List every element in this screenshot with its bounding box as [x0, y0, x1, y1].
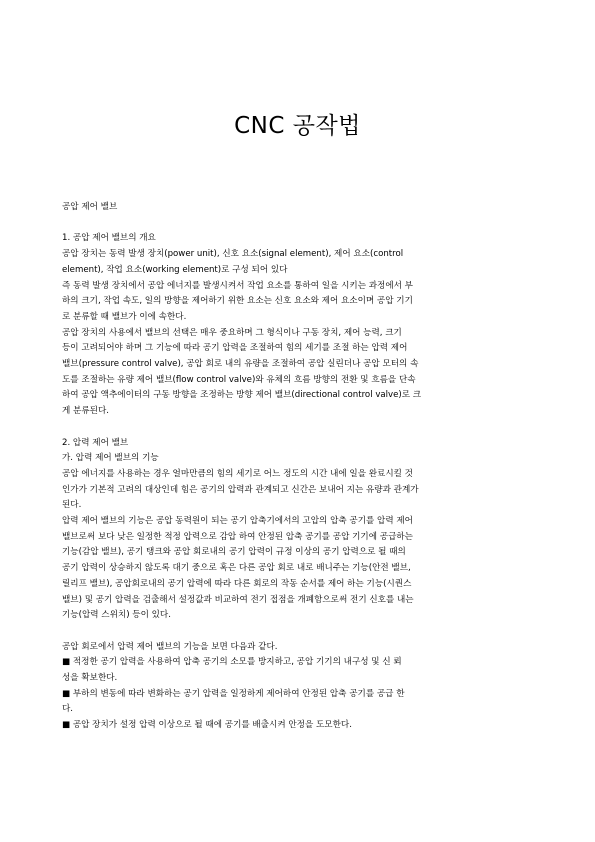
- s2-line: 밸브로써 보다 낮은 일정한 적정 압력으로 감압 하여 안정된 압축 공기를 공압 기기에 공급하는: [62, 531, 413, 542]
- s1-line: 게 분류된다.: [62, 406, 109, 417]
- section-heading: 공압 제어 밸브: [62, 202, 118, 212]
- s1-line: 밸브(pressure control valve), 공압 회로 내의 유량을 조절하여 공압 실린더나 공압 모터의 속: [62, 359, 419, 370]
- blank-line: [62, 216, 524, 232]
- s1-line: 하여 공압 액추에이터의 구동 방향을 조정하는 방향 제어 밸브(directional control valve)로 크: [62, 390, 422, 401]
- s1-line: 등이 고려되어야 하며 그 기능에 따라 공기 압력을 조절하여 힘의 세기를 조절 하는 압력 제어: [62, 343, 408, 354]
- blank-line: [62, 420, 524, 436]
- s2-line: 밸브) 및 공기 압력을 검출해서 설정값과 비교하여 전기 접점을 개폐함으로써 전기 신호를 내는: [62, 594, 414, 605]
- s1-line: 도를 조절하는 유량 제어 밸브(flow control valve)와 유체의 흐름 방향의 전환 및 흐름을 단속: [62, 374, 416, 385]
- s1-line: 즉 동력 발생 장치에서 공압 에너지를 발생시켜서 작업 요소를 통하여 일을 시키는 과정에서 부: [62, 280, 413, 291]
- s2-line: 기능(압력 스위치) 등이 있다.: [62, 610, 171, 621]
- bullet-line: 성을 확보한다.: [62, 673, 118, 684]
- s3-intro: 공압 회로에서 압력 제어 밸브의 기능을 보면 다음과 같다.: [62, 641, 278, 652]
- s1-heading: 1. 공압 제어 밸브의 개요: [62, 233, 156, 244]
- s2-line: 인가가 기본적 고려의 대상인데 힘은 공기의 압력과 관계되고 신간은 보내어 지는 유량과 관계가: [62, 484, 419, 495]
- bullet-line: ■ 적정한 공기 압력을 사용하여 압축 공기의 소모를 방지하고, 공압 기기의 내구성 및 신 뢰: [62, 657, 402, 668]
- s1-line: 공압 장치의 사용에서 밸브의 선택은 매우 중요하며 그 형식이나 구동 장치, 제어 능력, 크기: [62, 327, 402, 338]
- bullet-line: ■ 공압 장치가 설정 압력 이상으로 될 때에 공기를 배출시켜 안정을 도모한다.: [62, 720, 352, 731]
- s2-heading: 2. 압력 제어 밸브: [62, 437, 129, 448]
- s2-line: 압력 제어 밸브의 기능은 공압 동력원이 되는 공기 압축기에서의 고압의 압축 공기를 압력 제어: [62, 516, 413, 527]
- s1-line: 공압 장치는 동력 발생 장치(power unit), 신호 요소(signal element), 제어 요소(control: [62, 249, 404, 260]
- s2-subheading: 가. 압력 제어 밸브의 기능: [62, 453, 159, 464]
- document-title: CNC 공작법: [234, 113, 361, 139]
- document-body: [62, 200, 524, 734]
- s2-line: 공기 압력이 상승하지 않도록 대기 중으로 혹은 다른 공압 회로 내로 배니주는 기능(안전 밸브,: [62, 563, 411, 574]
- s2-line: 기능(감압 밸브), 공기 탱크와 공압 회로내의 공기 압력이 규정 이상의 공기 압력으로 될 때의: [62, 547, 406, 558]
- s2-line: 된다.: [62, 500, 82, 511]
- s2-line: 공압 에너지를 사용하는 경우 얼마만큼의 힘의 세기로 어느 정도의 시간 내에 일을 완료시킬 것: [62, 468, 413, 479]
- s2-line: 릴리프 밸브), 공압회로내의 공기 압력에 따라 다른 회로의 작동 순서를 제어 하는 기능(시퀀스: [62, 578, 412, 589]
- bullet-line: ■ 부하의 변동에 따라 변화하는 공기 압력을 일정하게 제어하여 안정된 압축 공기를 공급 한: [62, 688, 405, 699]
- s1-line: 로 분류할 때 밸브가 이에 속한다.: [62, 311, 187, 322]
- bullet-line: 다.: [62, 704, 74, 715]
- s1-line: 하의 크기, 작업 속도, 일의 방향을 제어하기 위한 요소는 신호 요소와 제어 요소이며 공압 기기: [62, 296, 413, 307]
- blank-line: [62, 624, 524, 640]
- s1-line: element), 작업 요소(working element)로 구성 되어 있다: [62, 264, 288, 275]
